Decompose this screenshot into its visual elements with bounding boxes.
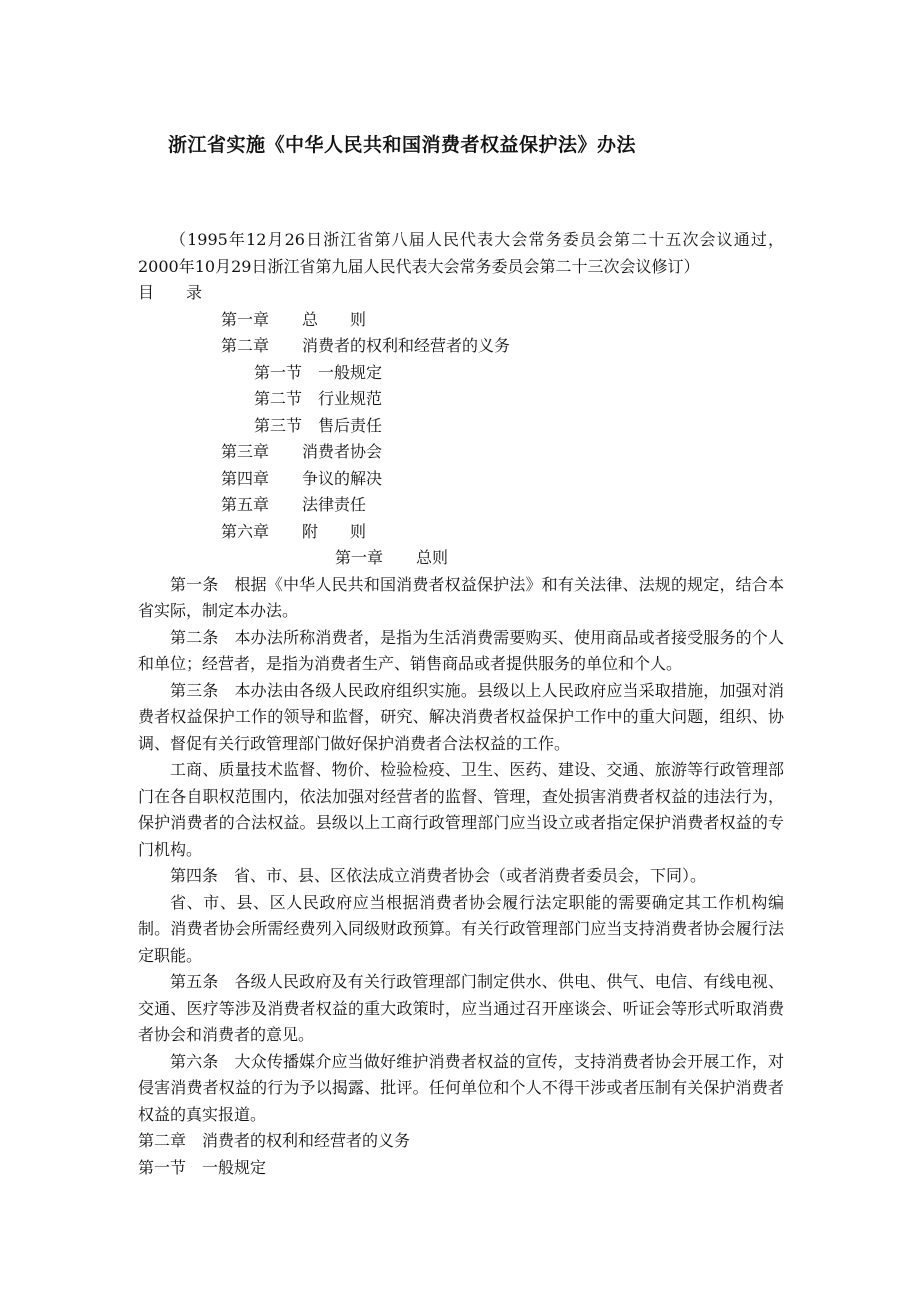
article-paragraph	[138, 890, 784, 970]
toc-entry	[138, 519, 784, 546]
chapter-heading	[138, 1128, 784, 1155]
toc-text: 则	[350, 521, 367, 541]
article-num: 第六条	[170, 1051, 219, 1071]
toc-heading	[138, 280, 784, 307]
toc-num: 第三章	[221, 442, 270, 461]
toc-text: 售后责任	[318, 415, 383, 435]
section-num: 第一节	[138, 1157, 187, 1177]
article-text: 本办法由各级人民政府组织实施。县级以上人民政府应当采取措施，加强对消费者权益保护工作的领导和监督，研究、解决消费者权益保护工作中的重大问题，组织、协调、督促有关行政管理部门做好保护消费者合法权益的工作。	[138, 680, 784, 753]
article-text: 各级人民政府及有关行政管理部门制定供水、供电、供气、电信、有线电视、交通、医疗等涉及消费者权益的重大政策时，应当通过召开座谈会、听证会等形式听取消费者协会和消费者的意见。	[138, 972, 784, 1044]
article	[138, 678, 784, 758]
chapter-heading	[138, 545, 784, 572]
toc-num: 第三节	[254, 415, 303, 435]
toc-num: 第二节	[254, 389, 303, 408]
toc-text: 一般规定	[318, 362, 383, 382]
article-text: 省、市、县、区人民政府应当根据消费者协会履行法定职能的需要确定其工作机构编制。消费者协会所需经费列入同级财政预算。有关行政管理部门应当支持消费者协会履行法定职能。	[138, 892, 784, 965]
toc-heading-b: 录	[186, 283, 203, 302]
toc-num: 第二章	[221, 336, 270, 355]
chapter-title: 总则	[416, 548, 449, 567]
toc-num: 第六章	[221, 521, 270, 541]
toc-entry	[138, 492, 784, 519]
toc-entry	[138, 439, 784, 466]
article-text: 根据《中华人民共和国消费者权益保护法》和有关法律、法规的规定，结合本省实际，制定本办法。	[138, 574, 784, 620]
toc-text: 消费者协会	[302, 442, 383, 461]
chapter-num: 第一章	[335, 548, 384, 567]
toc-text: 法律责任	[302, 495, 367, 514]
document-title: 浙江省实施《中华人民共和国消费者权益保护法》办法	[168, 134, 637, 156]
toc-text: 则	[350, 309, 367, 329]
article-text: 大众传播媒介应当做好维护消费者权益的宣传，支持消费者协会开展工作，对侵害消费者权益的行为予以揭露、批评。任何单位和个人不得干涉或者压制有关保护消费者权益的真实报道。	[138, 1051, 784, 1124]
section-title: 一般规定	[202, 1157, 267, 1177]
toc-entry	[138, 413, 784, 440]
toc-entry	[138, 386, 784, 413]
toc-text: 附	[302, 521, 319, 541]
toc-entry	[138, 466, 784, 493]
article-num: 第二条	[170, 627, 219, 647]
toc-text: 争议的解决	[302, 468, 383, 488]
toc-entry	[138, 360, 784, 387]
toc-text: 行业规范	[318, 389, 383, 408]
toc-num: 第一节	[254, 362, 303, 382]
article	[138, 625, 784, 678]
article	[138, 969, 784, 1049]
toc-heading-a: 目	[138, 283, 155, 302]
chapter-title: 消费者的权利和经营者的义务	[202, 1131, 411, 1150]
article-text: 本办法所称消费者，是指为生活消费需要购买、使用商品或者接受服务的个人和单位；经营者，是指为消费者生产、销售商品或者提供服务的单位和个人。	[138, 627, 784, 673]
chapter-num: 第二章	[138, 1131, 187, 1150]
article-text: 省、市、县、区依法成立消费者协会（或者消费者委员会，下同）。	[234, 866, 707, 885]
adoption-note: （1995年12月26日浙江省第八届人民代表大会常务委员会第二十五次会议通过，2000年10月29日浙江省第九届人民代表大会常务委员会第二十三次会议修订）	[138, 230, 784, 276]
article-paragraph	[138, 757, 784, 863]
article	[138, 863, 784, 890]
toc-num: 第五章	[221, 495, 270, 514]
section-heading	[138, 1155, 784, 1182]
toc-entry	[138, 333, 784, 360]
article-text: 工商、质量技术监督、物价、检验检疫、卫生、医药、建设、交通、旅游等行政管理部门在各自职权范围内，依法加强对经营者的监督、管理，查处损害消费者权益的违法行为，保护消费者的合法权益。县级以上工商行政管理部门应当设立或者指定保护消费者权益的专门机构。	[138, 760, 784, 859]
toc-text: 总	[302, 309, 319, 329]
toc-text: 消费者的权利和经营者的义务	[302, 336, 511, 355]
toc-num: 第一章	[221, 309, 270, 329]
article-num: 第三条	[170, 680, 219, 700]
document-body	[138, 227, 784, 1181]
article	[138, 572, 784, 625]
toc-num: 第四章	[221, 468, 270, 488]
article-num: 第四条	[170, 866, 219, 885]
article-num: 第一条	[170, 574, 219, 594]
article	[138, 1049, 784, 1129]
toc-entry	[138, 307, 784, 334]
article-num: 第五条	[170, 972, 219, 991]
